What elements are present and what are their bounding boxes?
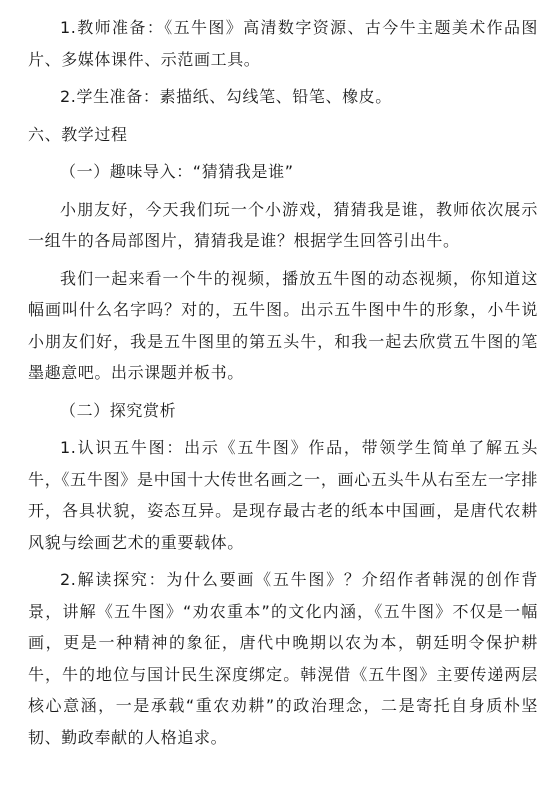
subheading-explore-appreciate: （二）探究赏析 — [60, 400, 177, 420]
section-heading-teaching-process: 六、教学过程 — [28, 124, 128, 144]
intro-paragraph-video: 我们一起来看一个牛的视频，播放五牛图的动态视频，你知道这幅画叫什么名字吗？对的，五牛图。出示五牛图中牛的形象，小牛说小朋友们好，我是五牛图里的第五头牛，和我一起去欣赏五牛图的笔墨趣意吧。出示课题并板书。 — [28, 268, 538, 382]
explore-paragraph-interpret: 2.解读探究：为什么要画《五牛图》？介绍作者韩滉的创作背景，讲解《五牛图》“劝农重本”的文化内涵，《五牛图》不仅是一幅画，更是一种精神的象征，唐代中晚期以农为本，朝廷明令保护耕牛，牛的地位与国计民生深度绑定。韩滉借《五牛图》主要传递两层核心意涵，一是承载“重农劝耕”的政治理念，二是寄托自身质朴坚韧、勤政奉献的人格追求。 — [28, 570, 538, 747]
teacher-preparation-paragraph: 1.教师准备：《五牛图》高清数字资源、古今牛主题美术作品图片、多媒体课件、示范画工具。 — [28, 18, 538, 69]
subheading-fun-intro: （一）趣味导入：“猜猜我是谁” — [60, 162, 294, 181]
explore-paragraph-recognize: 1.认识五牛图：出示《五牛图》作品，带领学生简单了解五头牛，《五牛图》是中国十大传世名画之一，画心五头牛从右至左一字排开，各具状貌，姿态互异。是现存最古老的纸本中国画，是唐代农耕风貌与绘画艺术的重要载体。 — [28, 438, 538, 552]
student-preparation-paragraph: 2.学生准备：素描纸、勾线笔、铅笔、橡皮。 — [60, 87, 392, 106]
intro-paragraph-guess-game: 小朋友好，今天我们玩一个小游戏，猜猜我是谁，教师依次展示一组牛的各局部图片，猜猜我是谁？根据学生回答引出牛。 — [28, 199, 538, 250]
